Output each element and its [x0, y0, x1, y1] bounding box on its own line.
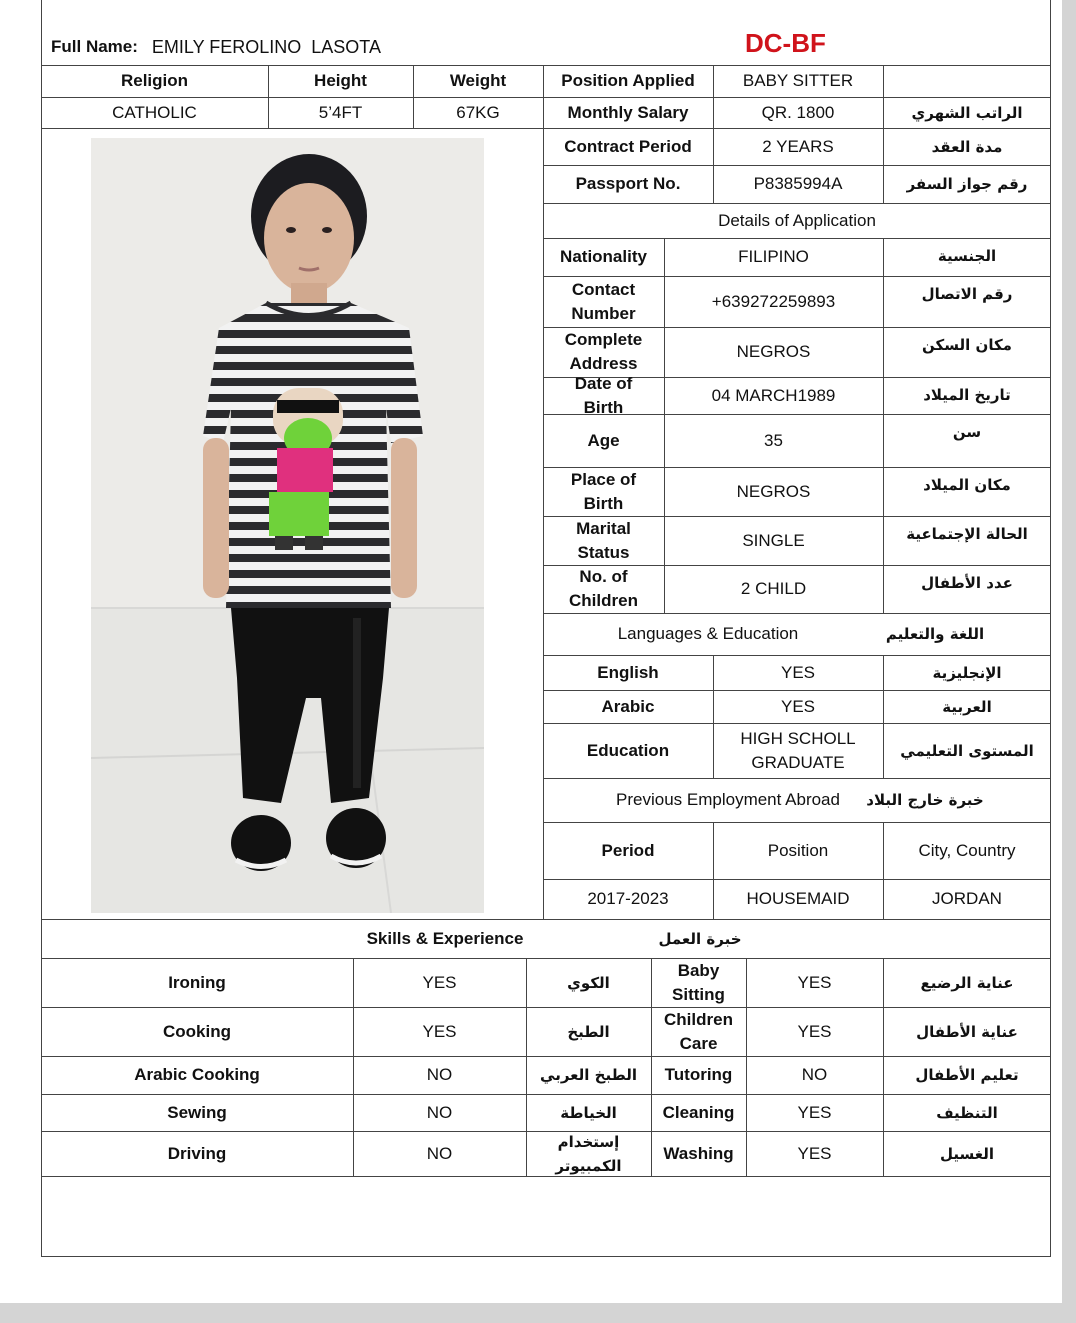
skill-arabic: إستخدام الكمبيوتر — [555, 1132, 622, 1175]
passport-arabic: رقم جواز السفر — [906, 175, 1028, 193]
passport-label: Passport No. — [575, 174, 681, 193]
religion-label: Religion — [120, 71, 189, 90]
contract-period-value: 2 YEARS — [762, 136, 834, 156]
skill-arabic: التنظيف — [936, 1103, 998, 1122]
employment-header-period: Period — [601, 840, 655, 860]
languages-section-arabic: اللغة والتعليم — [885, 625, 985, 643]
skill-value: YES — [797, 1021, 832, 1041]
detail-arabic: مكان الميلاد — [923, 476, 1011, 494]
detail-value: NEGROS — [736, 481, 811, 501]
skill-arabic: الخياطة — [560, 1103, 617, 1122]
skill-label: Washing — [663, 1143, 734, 1163]
height-value: 5’4FT — [318, 102, 363, 122]
skill-arabic: عناية الرضيع — [920, 973, 1014, 992]
skill-value: NO — [426, 1102, 453, 1122]
applicant-photo-illustration — [91, 138, 484, 913]
employment-location: JORDAN — [932, 889, 1002, 908]
skill-arabic: الكوي — [567, 973, 610, 992]
detail-arabic: عدد الأطفال — [921, 574, 1013, 592]
reference-code: DC-BF — [745, 28, 826, 58]
detail-arabic: مكان السكن — [922, 336, 1012, 354]
passport-value: P8385994A — [753, 174, 843, 193]
skill-value: YES — [422, 972, 457, 992]
religion-value: CATHOLIC — [112, 102, 197, 122]
weight-label: Weight — [449, 71, 507, 90]
skill-value: NO — [426, 1065, 453, 1084]
detail-label: Age — [587, 430, 620, 450]
detail-value: NEGROS — [736, 342, 811, 361]
contract-period-arabic: مدة العقد — [931, 137, 1003, 156]
employment-position: HOUSEMAID — [746, 889, 850, 908]
skill-label: Sewing — [167, 1102, 227, 1122]
language-arabic: المستوى التعليمي — [900, 741, 1034, 760]
skill-arabic: الطبخ — [567, 1022, 610, 1041]
languages-section-title: Languages & Education — [617, 624, 799, 643]
detail-arabic: الجنسية — [937, 247, 997, 265]
full-name-value: EMILY FEROLINO LASOTA — [151, 36, 381, 57]
language-value: YES — [780, 662, 816, 682]
skill-arabic: الغسيل — [939, 1144, 995, 1163]
skill-label: Cooking — [163, 1021, 231, 1041]
detail-arabic: تاريخ الميلاد — [923, 386, 1011, 404]
detail-label: Complete Address — [564, 330, 643, 373]
position-applied-value: BABY SITTER — [742, 71, 854, 90]
skill-label: Driving — [167, 1143, 227, 1163]
monthly-salary-label: Monthly Salary — [567, 102, 689, 122]
detail-arabic: رقم الاتصال — [921, 285, 1013, 303]
detail-value: +639272259893 — [711, 291, 836, 311]
detail-value: 2 CHILD — [740, 579, 807, 598]
language-arabic: العربية — [942, 697, 992, 716]
monthly-salary-value: QR. 1800 — [761, 102, 835, 122]
skill-value: NO — [426, 1143, 453, 1163]
skill-label: Arabic Cooking — [134, 1065, 260, 1084]
detail-label: Marital Status — [576, 518, 631, 562]
language-arabic: الإنجليزية — [932, 663, 1002, 682]
detail-value: SINGLE — [742, 530, 805, 550]
language-label: Education — [586, 740, 670, 760]
detail-value: 35 — [764, 430, 783, 450]
detail-value: 04 MARCH1989 — [711, 385, 836, 405]
detail-label: Place of Birth — [570, 469, 637, 513]
full-name-row — [51, 35, 381, 59]
employment-header-location: City, Country — [918, 840, 1016, 860]
skills-section-title: Skills & Experience — [366, 928, 524, 948]
skill-value: YES — [797, 1102, 832, 1122]
detail-label: Date of Birth — [574, 373, 633, 417]
skill-label: Children Care — [664, 1009, 733, 1053]
details-section-title: Details of Application — [718, 210, 876, 230]
detail-value: FILIPINO — [738, 247, 809, 266]
skill-label: Ironing — [168, 972, 226, 992]
language-value: HIGH SCHOLL GRADUATE — [740, 728, 856, 772]
skill-label: Cleaning — [662, 1102, 735, 1122]
language-label: English — [597, 662, 659, 682]
skill-arabic: تعليم الأطفال — [915, 1066, 1019, 1084]
employment-period: 2017-2023 — [587, 889, 669, 908]
detail-label: No. of Children — [569, 567, 638, 610]
position-applied-label: Position Applied — [561, 71, 695, 90]
employment-header-position: Position — [767, 840, 829, 860]
skill-arabic: الطبخ العربي — [540, 1066, 637, 1084]
skill-label: Tutoring — [664, 1065, 733, 1084]
contract-period-label: Contract Period — [564, 136, 692, 156]
detail-arabic: الحالة الإجتماعية — [906, 525, 1028, 543]
skill-label: Baby Sitting — [672, 960, 725, 1004]
monthly-salary-arabic: الراتب الشهري — [911, 103, 1023, 122]
skill-value: YES — [422, 1021, 457, 1041]
weight-value: 67KG — [456, 102, 500, 122]
skills-section-arabic: خبرة العمل — [658, 929, 742, 948]
employment-section-arabic: خبرة خارج البلاد — [866, 791, 984, 809]
full-name-label: Full Name: — [51, 37, 138, 56]
employment-section-title: Previous Employment Abroad — [616, 790, 840, 809]
skill-value: YES — [797, 972, 832, 992]
applicant-photo — [91, 138, 484, 913]
detail-label: Contact Number — [571, 279, 636, 323]
skill-value: YES — [797, 1143, 832, 1163]
height-label: Height — [314, 71, 367, 90]
detail-arabic: سن — [952, 423, 982, 441]
language-value: YES — [780, 696, 816, 716]
skill-arabic: عناية الأطفال — [916, 1022, 1018, 1041]
language-label: Arabic — [601, 696, 655, 716]
skill-value: NO — [801, 1065, 828, 1084]
detail-label: Nationality — [560, 247, 647, 266]
